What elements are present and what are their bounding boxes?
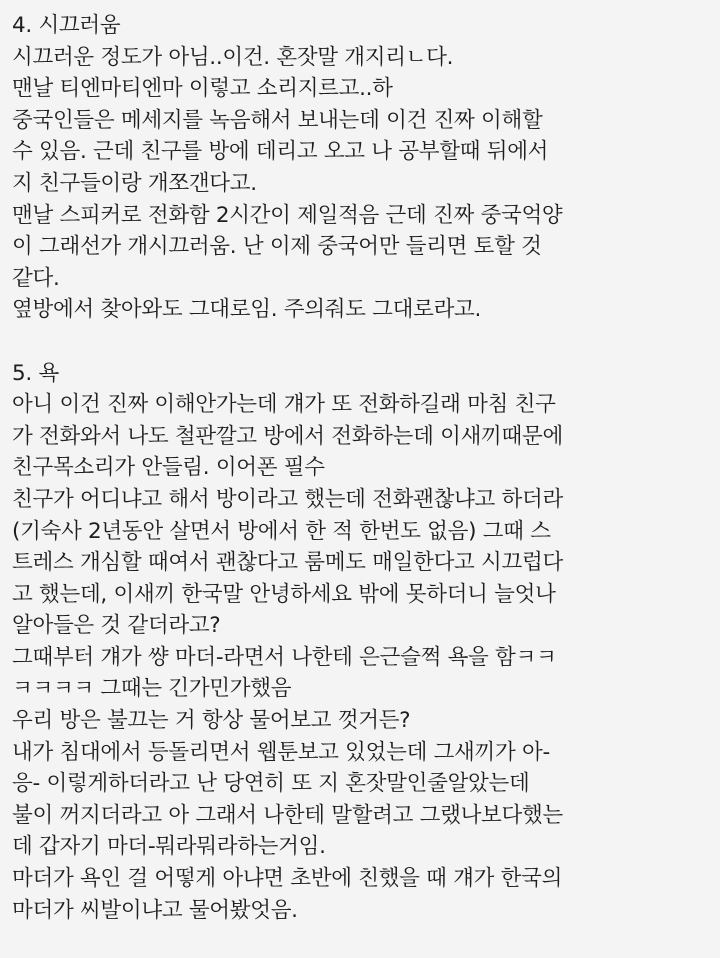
- text-line: 맨날 티엔마티엔마 이렇고 소리지르고..하: [12, 76, 393, 102]
- text-line: 중국인들은 메세지를 녹음해서 보내는데 이건 진짜 이해할: [12, 107, 543, 133]
- text-line: 아니 이건 진짜 이해안가는데 걔가 또 전화하길래 마침 친구: [12, 392, 556, 418]
- text-line: 가 전화와서 나도 철판깔고 방에서 전화하는데 이새끼때문에: [12, 423, 563, 449]
- text-line: 알아들은 것 같더라고?: [12, 613, 221, 639]
- text-line: 마더가 씨발이냐고 물어봤엇음.: [12, 897, 298, 923]
- text-line: 그때부터 걔가 썅 마더-라면서 나한테 은근슬쩍 욕을 함ㅋㅋ: [12, 644, 557, 670]
- text-line: 고 했는데, 이새끼 한국말 안녕하세요 밖에 못하더니 늘엇나: [12, 581, 556, 607]
- text-line: 옆방에서 찾아와도 그대로임. 주의줘도 그대로라고.: [12, 297, 482, 323]
- section-heading: 5. 욕: [12, 360, 59, 386]
- text-line: 시끄러운 정도가 아님..이건. 혼잣말 개지리ㄴ다.: [12, 44, 454, 70]
- text-line: 지 친구들이랑 개쪼갠다고.: [12, 170, 257, 196]
- section-5: [12, 358, 710, 927]
- text-line: 마더가 욕인 걸 어떻게 아냐면 초반에 친했을 때 걔가 한국의: [12, 866, 563, 892]
- text-line: 트레스 개심할 때여서 괜찮다고 룸메도 매일한다고 시끄럽다: [12, 550, 563, 576]
- text-line: (기숙사 2년동안 살면서 방에서 한 적 한번도 없음) 그때 스: [12, 518, 551, 544]
- text-line: 친구가 어디냐고 해서 방이라고 했는데 전화괜찮냐고 하더라: [12, 486, 563, 512]
- section-heading: 4. 시끄러움: [12, 13, 121, 38]
- text-line: 데 갑자기 마더-뭐라뭐라하는거임.: [12, 834, 326, 860]
- text-line: 같다.: [12, 265, 60, 291]
- text-line: 수 있음. 근데 친구를 방에 데리고 오고 나 공부할때 뒤에서: [12, 139, 549, 165]
- text-line: 이 그래선가 개시끄러움. 난 이제 중국어만 들리면 토할 것: [12, 234, 542, 260]
- text-line: 맨날 스피커로 전화함 2시간이 제일적음 근데 진짜 중국억양: [12, 202, 563, 228]
- text-line: 내가 침대에서 등돌리면서 웹툰보고 있었는데 그새끼가 아-: [12, 739, 550, 765]
- text-line: 응- 이렇게하더라고 난 당연히 또 지 혼잣말인줄알았는데: [12, 771, 530, 797]
- section-4: [12, 10, 710, 326]
- text-line: 불이 꺼지더라고 아 그래서 나한테 말할려고 그랬나보다했는: [12, 802, 563, 828]
- text-line: 친구목소리가 안들림. 이어폰 필수: [12, 455, 325, 481]
- paragraph-spacer: [12, 326, 710, 358]
- text-line: 우리 방은 불끄는 거 항상 물어보고 껏거든?: [12, 708, 411, 734]
- text-line: ㅋㅋㅋㅋ 그때는 긴가민가했음: [12, 676, 292, 702]
